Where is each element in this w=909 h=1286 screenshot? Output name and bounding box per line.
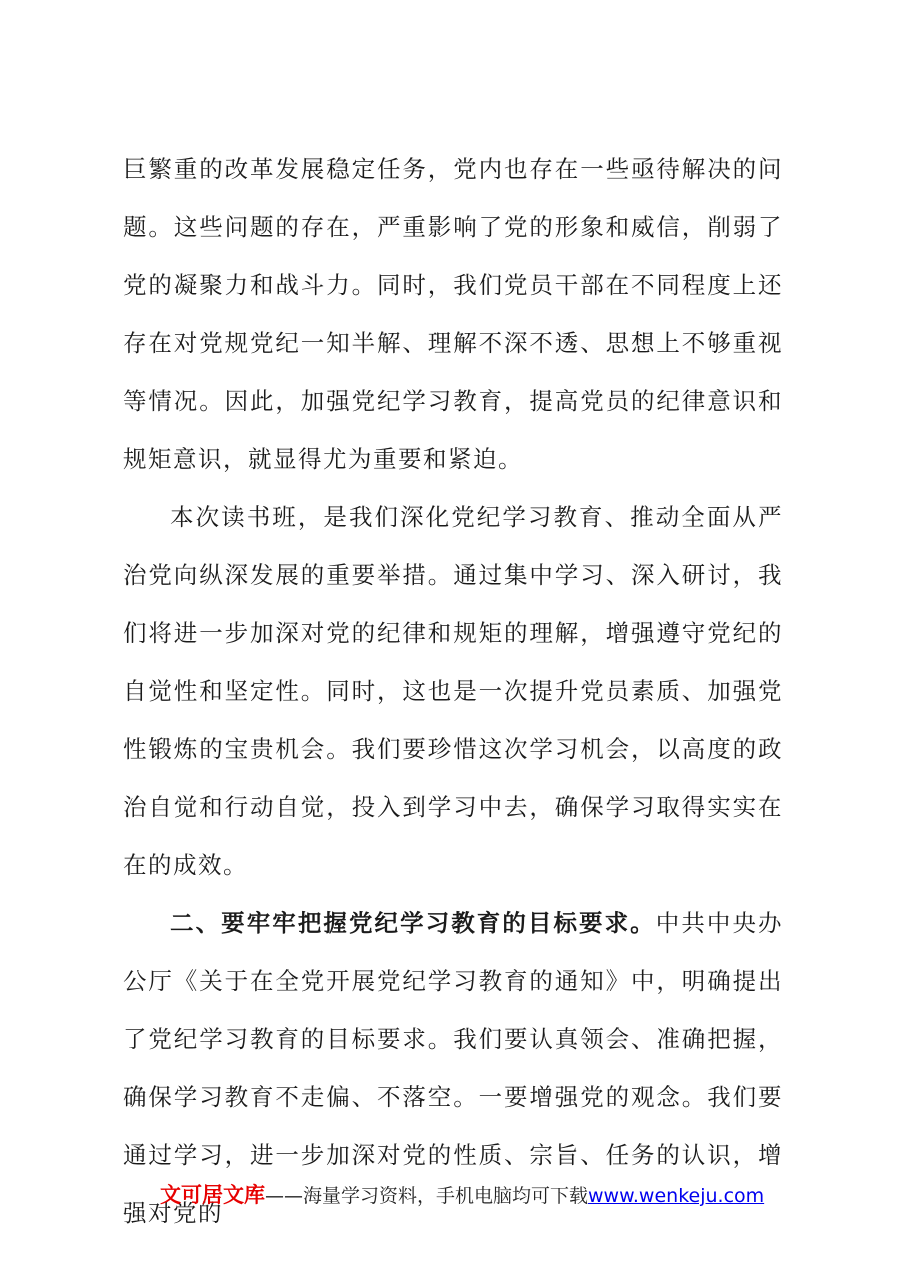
page-footer (160, 1180, 800, 1211)
document-body (123, 140, 783, 1242)
paragraph-2 (123, 488, 783, 894)
footer-brand: 文可居文库 (160, 1183, 265, 1207)
paragraph-1 (123, 140, 783, 488)
paragraph-1-text: 巨繁重的改革发展稳定任务，党内也存在一些亟待解决的问题。这些问题的存在，严重影响了党的形象和威信，削弱了党的凝聚力和战斗力。同时，我们党员干部在不同程度上还存在对党规党纪一知半解、理解不深不透、思想上不够重视等情况。因此，加强党纪学习教育，提高党员的纪律意识和规矩意识，就显得尤为重要和紧迫。 (123, 155, 783, 473)
section-heading: 二、要牢牢把握党纪学习教育的目标要求。 (170, 909, 656, 937)
footer-link[interactable]: www.wenkeju.com (588, 1185, 765, 1207)
footer-slogan: ——海量学习资料，手机电脑均可下载 (265, 1185, 589, 1207)
paragraph-3-text: 中共中央办公厅《关于在全党开展党纪学习教育的通知》中，明确提出了党纪学习教育的目标要求。我们要认真领会、准确把握，确保学习教育不走偏、不落空。一要增强党的观念。我们要通过学习，进一步加深对党的性质、宗旨、任务的认识，增强对党的 (123, 909, 784, 1227)
paragraph-2-text: 本次读书班，是我们深化党纪学习教育、推动全面从严治党向纵深发展的重要举措。通过集中学习、深入研讨，我们将进一步加深对党的纪律和规矩的理解，增强遵守党纪的自觉性和坚定性。同时，这也是一次提升党员素质、加强党性锻炼的宝贵机会。我们要珍惜这次学习机会，以高度的政治自觉和行动自觉，投入到学习中去，确保学习取得实实在在的成效。 (123, 503, 783, 879)
